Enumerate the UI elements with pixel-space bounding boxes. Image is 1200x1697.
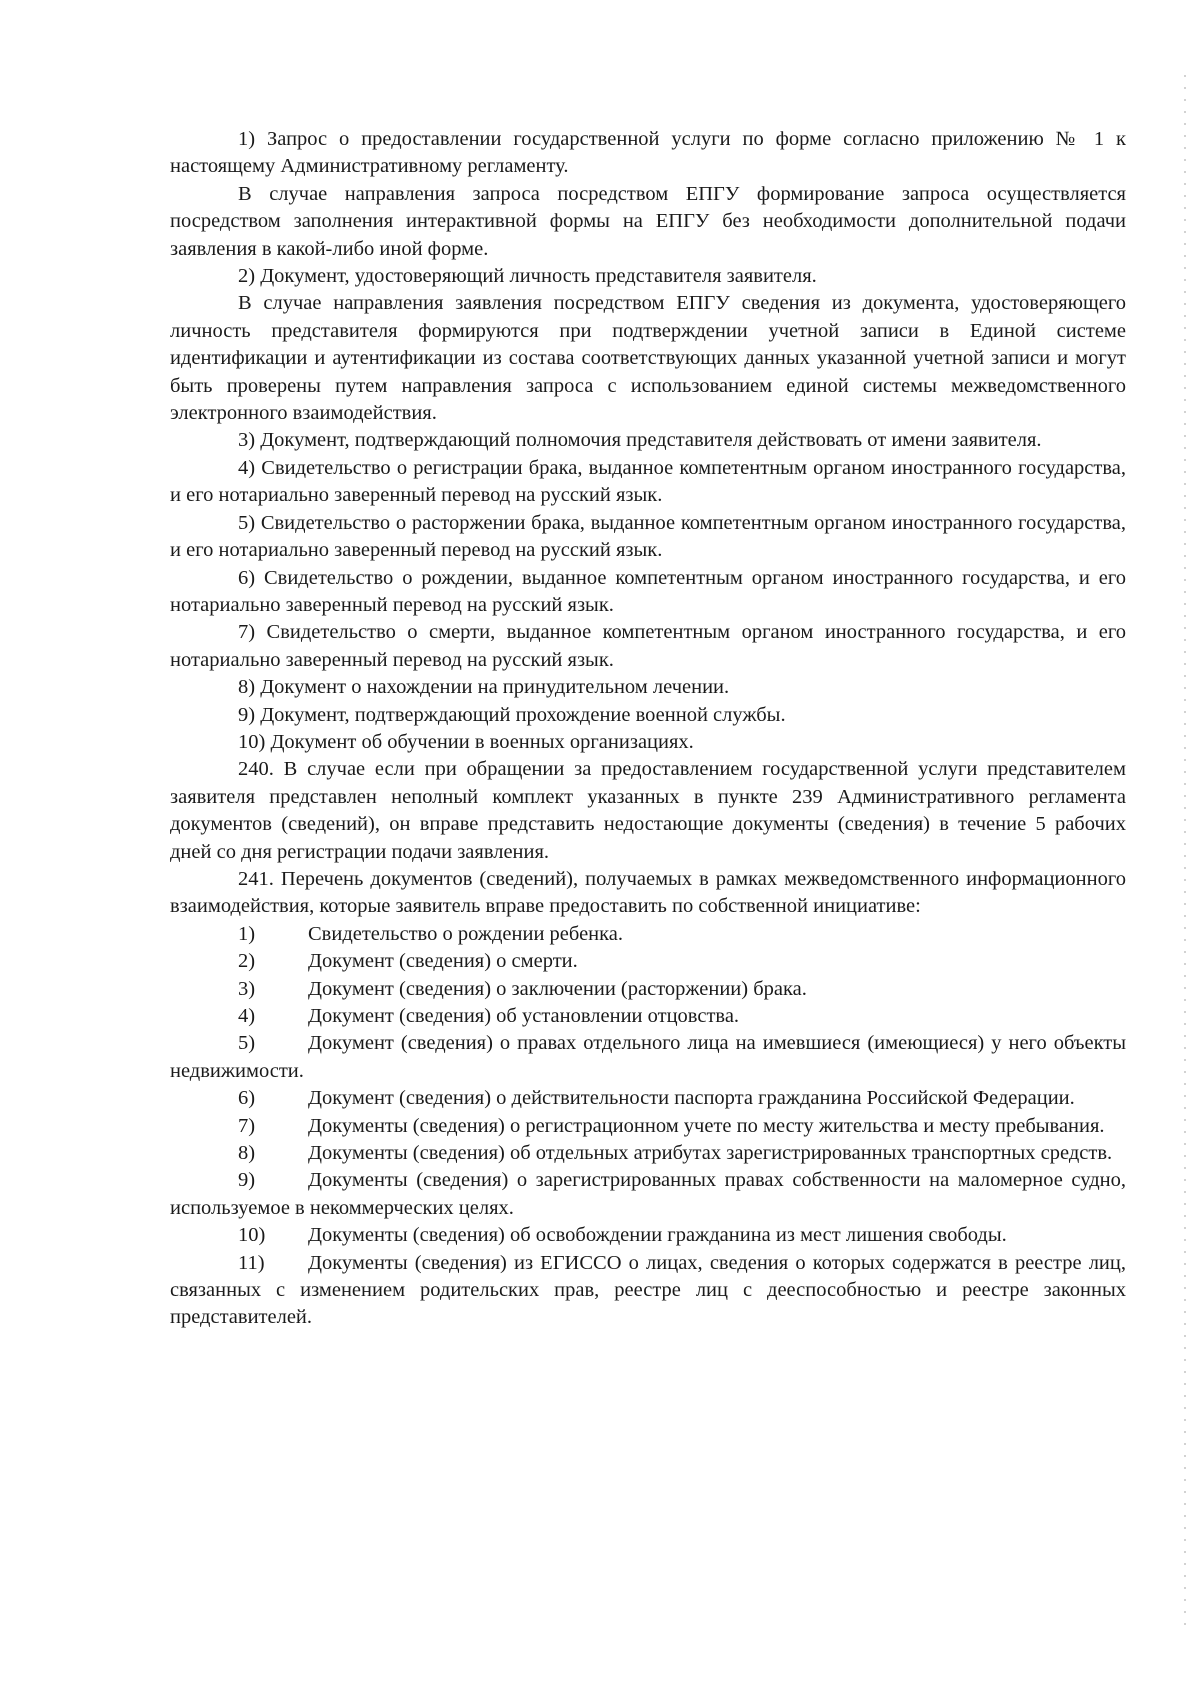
list-item-text: Документ (сведения) о смерти. — [308, 950, 578, 973]
list-item — [170, 921, 1126, 948]
list-item-text: Документы (сведения) о зарегистрированных правах собственности на маломерное судно, используемое в некоммерческих целях. — [170, 1169, 1126, 1219]
list-item-number: 11) — [238, 1251, 265, 1274]
paragraph: 8) Документ о нахождении на принудительном лечении. — [238, 676, 730, 699]
list-item-number: 1) — [238, 922, 256, 945]
paragraph: 2) Документ, удостоверяющий личность представителя заявителя. — [238, 265, 817, 288]
list-item-number: 6) — [238, 1087, 256, 1110]
paragraph: 9) Документ, подтверждающий прохождение военной службы. — [238, 703, 786, 726]
list-item — [170, 1250, 1126, 1332]
paragraph: 5) Свидетельство о расторжении брака, выданное компетентным органом иностранного государства, и его нотариально заверенный перевод на русский язык. — [170, 511, 1126, 562]
list-item-text: Документы (сведения) о регистрационном учете по месту жительства и месту пребывания. — [308, 1114, 1105, 1137]
scan-edge-dots — [1184, 70, 1186, 1630]
list-item-text: Документ (сведения) об установлении отцовства. — [308, 1005, 740, 1027]
list-item — [170, 1222, 1126, 1249]
list-item — [170, 1085, 1126, 1112]
paragraph: 3) Документ, подтверждающий полномочия представителя действовать от имени заявителя. — [238, 429, 1042, 452]
list-item — [170, 1030, 1126, 1085]
paragraph: 7) Свидетельство о смерти, выданное компетентным органом иностранного государства, и его нотариально заверенный перевод на русский язык. — [170, 621, 1126, 671]
list-item-text: Документы (сведения) об отдельных атрибутах зарегистрированных транспортных средств. — [308, 1142, 1113, 1165]
paragraph: 241. Перечень документов (сведений), получаемых в рамках межведомственного информационного взаимодействия, которые заявитель вправе предоставить по собственной инициативе: — [170, 867, 1126, 918]
list-item-text: Документ (сведения) о действительности паспорта гражданина Российской Федерации. — [308, 1087, 1075, 1110]
paragraph: 6) Свидетельство о рождении, выданное компетентным органом иностранного государства, и его нотариально заверенный перевод на русский язык. — [170, 566, 1126, 616]
list-item — [170, 1003, 1126, 1030]
paragraph: В случае направления запроса посредством ЕПГУ формирование запроса осуществляется посредством заполнения интерактивной формы на ЕПГУ без необходимости дополнительной подачи заявления в какой-либо иной форме. — [170, 182, 1126, 260]
list-item-text: Документы (сведения) об освобождении гражданина из мест лишения свободы. — [308, 1224, 1007, 1247]
list-item-number: 8) — [238, 1142, 256, 1165]
paragraph: 1) Запрос о предоставлении государственной услуги по форме согласно приложению № 1 к настоящему Административному регламенту. — [170, 128, 1126, 178]
document-body — [170, 126, 1126, 1332]
list-item — [170, 948, 1126, 975]
paragraph: 4) Свидетельство о регистрации брака, выданное компетентным органом иностранного государства, и его нотариально заверенный перевод на русский язык. — [170, 456, 1126, 507]
list-item-text: Документы (сведения) из ЕГИССО о лицах, сведения о которых содержатся в реестре лиц, связанных с изменением родительских прав, реестре лиц с дееспособностью и реестре законных представителей. — [170, 1251, 1126, 1329]
list-item-text: Документ (сведения) о заключении (расторжении) брака. — [308, 977, 807, 1000]
list-item-text: Документ (сведения) о правах отдельного лица на имевшиеся (имеющиеся) у него объекты недвижимости. — [170, 1032, 1126, 1082]
paragraph: В случае направления заявления посредством ЕПГУ сведения из документа, удостоверяющего личность представителя формируются при подтверждении учетной записи в Единой системе идентификации и аутентификации из состава соответствующих данных указанной учетной записи и могут быть проверены путем направления запроса с использованием единой системы межведомственного электронного взаимодействия. — [170, 292, 1126, 425]
list-item — [170, 1167, 1126, 1222]
paragraph: 10) Документ об обучении в военных организациях. — [238, 730, 694, 753]
list-item-number: 9) — [238, 1169, 256, 1192]
list-item-number: 3) — [238, 977, 256, 1000]
list-item-number: 10) — [238, 1224, 266, 1247]
list-item-number: 4) — [238, 1005, 256, 1027]
list-item — [170, 1140, 1126, 1167]
list-item-number: 2) — [238, 950, 256, 973]
list-item-number: 5) — [238, 1032, 256, 1055]
list-item — [170, 976, 1126, 1003]
list-item-text: Свидетельство о рождении ребенка. — [308, 922, 624, 945]
list-item-number: 7) — [238, 1114, 256, 1137]
list-item — [170, 1113, 1126, 1140]
paragraph: 240. В случае если при обращении за предоставлением государственной услуги представителем заявителя представлен неполный комплект указанных в пункте 239 Административного регламента документов (сведений), он вправе представить недостающие документы (сведения) в течение 5 рабочих дней со дня регистрации подачи заявления. — [170, 758, 1126, 863]
